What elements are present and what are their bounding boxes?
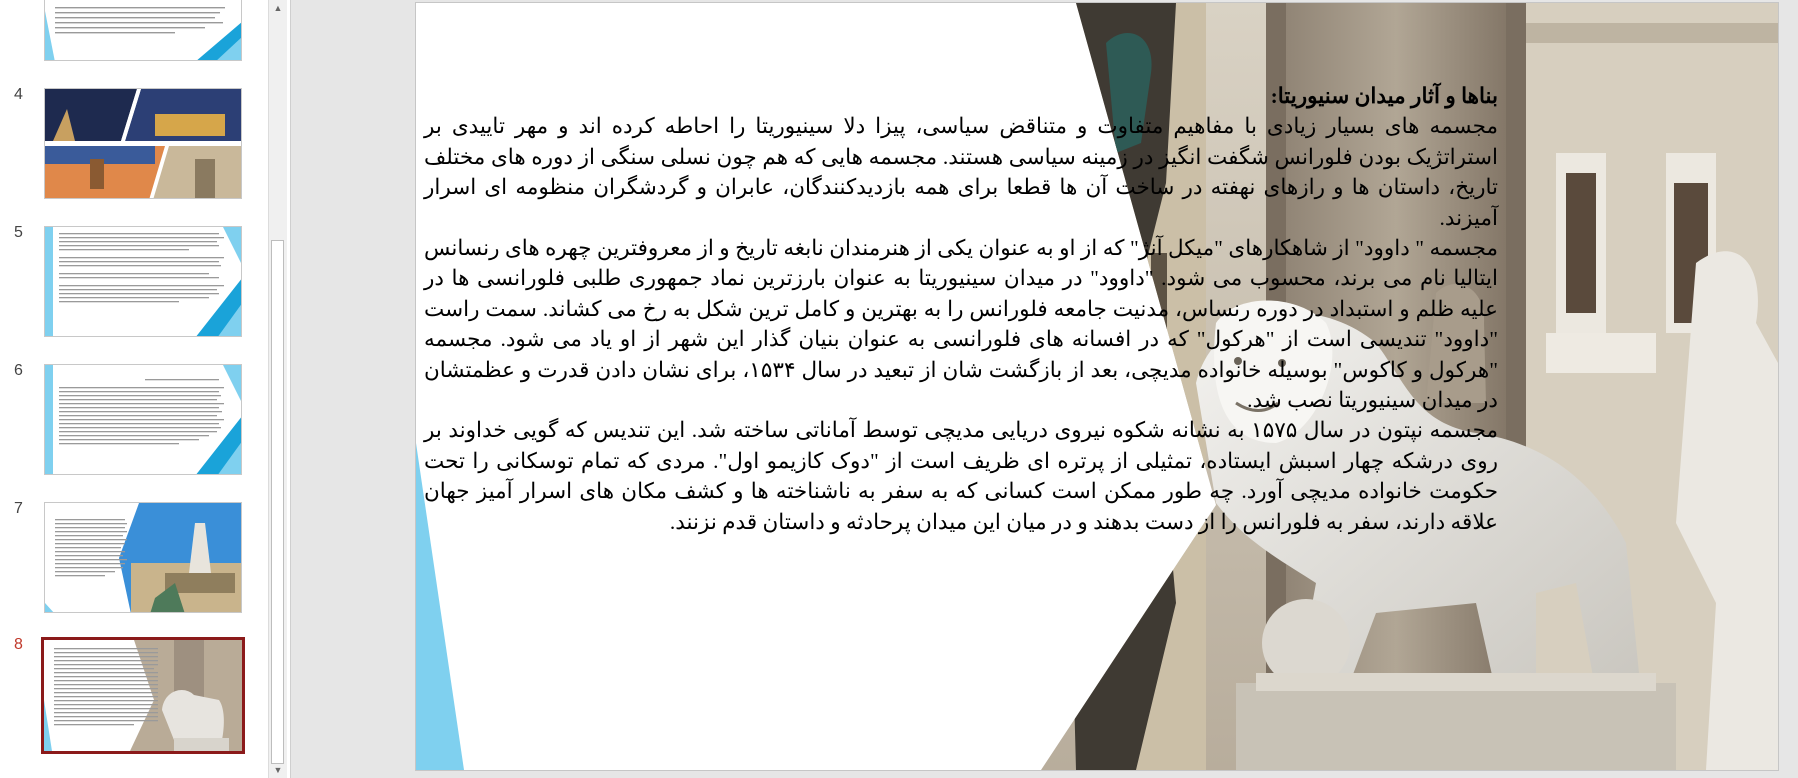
slide-number-4: 4 — [14, 86, 23, 103]
scroll-up-arrow-icon[interactable]: ▲ — [273, 3, 283, 13]
slide-heading: بناها و آثار میدان سنیوریتا: — [1270, 84, 1498, 108]
slide-text-box[interactable] — [424, 81, 1498, 537]
pane-divider — [290, 0, 291, 778]
slide-number-7: 7 — [14, 500, 23, 517]
slide-thumbnail-5[interactable] — [44, 226, 242, 337]
slide-number-8: 8 — [14, 636, 23, 653]
slide-thumbnail-pane — [0, 0, 290, 778]
slide-number-6: 6 — [14, 362, 23, 379]
slide-thumbnail-7[interactable] — [44, 502, 242, 613]
thumbnail-scrollbar[interactable] — [268, 0, 287, 778]
scrollbar-thumb[interactable] — [271, 240, 284, 764]
slide-thumbnail-3[interactable] — [44, 0, 242, 61]
slide-paragraph-2: مجسمه " داوود" از شاهکارهای "میکل آنژ" که از او به عنوان یکی از هنرمندان نابغه تاریخ و از معروفترین چهره های رنسانس ایتالیا نام می برند، محسوب می شود. "داوود" در میدان سینیوریتا به عنوان بارزترین نماد جمهوری طلبی فلورانسی ها در علیه ظلم و استبداد در دوره رنساس، مدنیت جامعه فلورانس را به بهترین و کامل ترین شکل به رخ می کشاند. سمت راست "داوود" تندیسی است از "هرکول" که در افسانه های فلورانسی به عنوان بنیان گذار این شهر از او یاد می شود. مجسمه "هرکول و کاکوس" بوسیله خانواده مدیچی، بعد از بازگشت شان از تبعید در سال ۱۵۳۴، برای نشان دادن قدرت و عظمتشان در میدان سینیوریتا نصب شد. — [424, 236, 1498, 413]
slide-canvas[interactable] — [416, 3, 1778, 770]
slide-number-5: 5 — [14, 224, 23, 241]
slide-thumbnail-8[interactable] — [41, 637, 245, 754]
slide-paragraph-1: مجسمه های بسیار زیادی با مفاهیم متفاوت و متناقض سیاسی، پیزا دلا سینیوریتا را احاطه کرده اند و مهر تاییدی بر استراتژیک بودن فلورانس شگفت انگیز در زمینه سیاسی هستند. مجسمه هایی که هم چون نسلی سنگی از دوره های مختلف تاریخ، داستان ها و رازهای نهفته در ساخت آن ها قطعا برای همه بازدیدکنندگان، عابران و گردشگران منظومه ای اسرار آمیزند. — [424, 114, 1498, 230]
scroll-down-arrow-icon[interactable]: ▼ — [273, 765, 283, 775]
slide-thumbnail-4[interactable] — [44, 88, 242, 199]
slide-paragraph-3: مجسمه نپتون در سال ۱۵۷۵ به نشانه شکوه نیروی دریایی مدیچی توسط آماناتی ساخته شد. این تندیس که گویی خداوند بر روی درشکه چهار اسبش ایستاده، تمثیلی از پرتره ای ظریف است از "دوک کازیمو اول". مردی که تمام توسکانی را تحت حکومت خانواده مدیچی آورد. چه طور ممکن است کسانی که به سفر به ناشناخته ها و کشف مکان های اسرار آمیز جهان علاقه دارند، سفر به فلورانس را از دست بدهند و در میان این میدان پرحادثه و داستان قدم نزنند. — [424, 418, 1499, 534]
slide-thumbnail-6[interactable] — [44, 364, 242, 475]
